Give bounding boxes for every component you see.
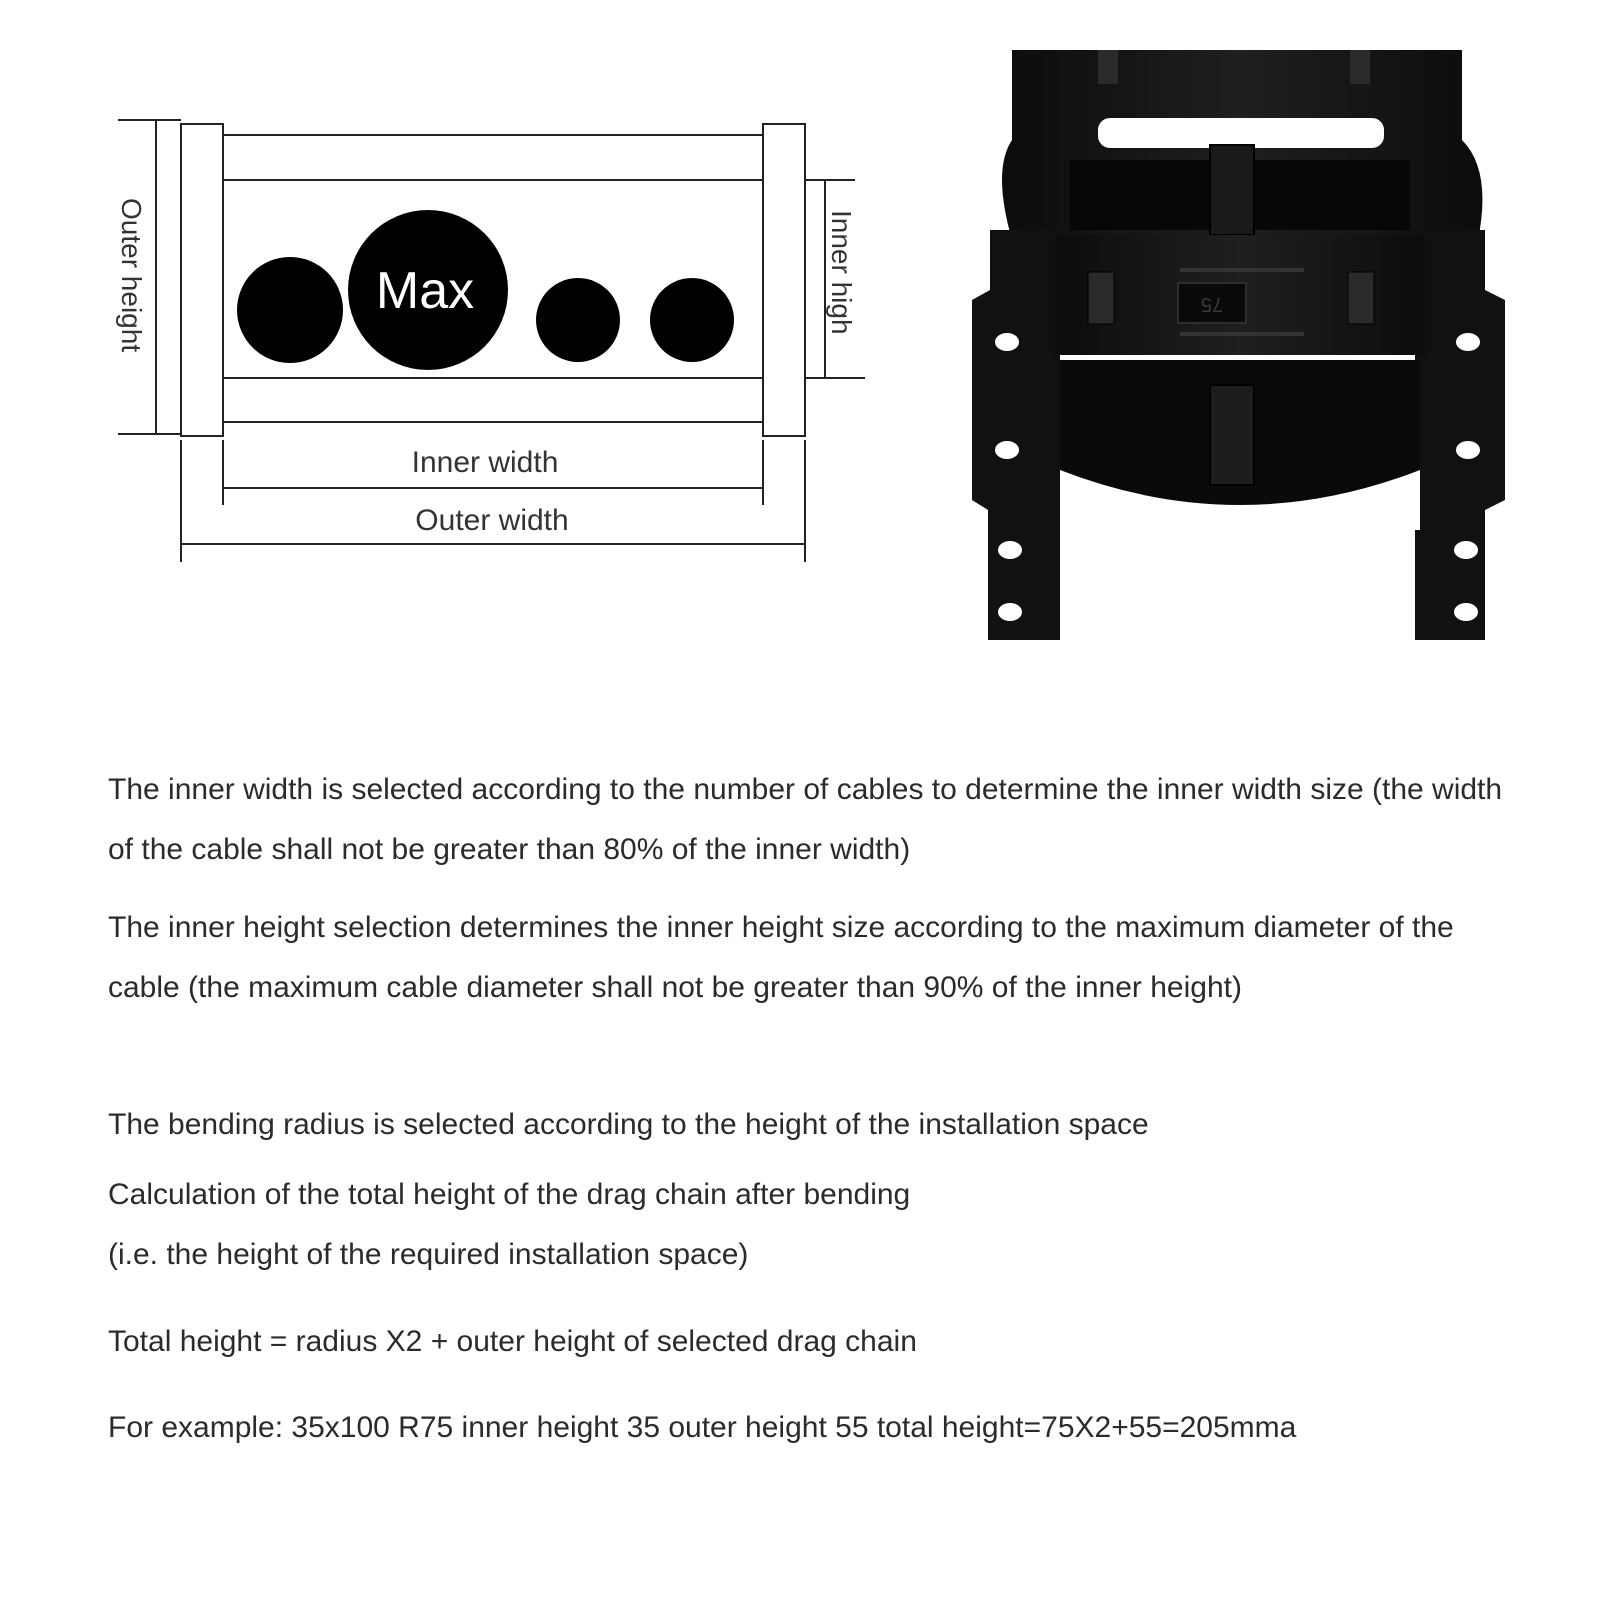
inner-height-label: Inner high (826, 210, 857, 335)
paragraph-inner-height: The inner height selection determines the inner height size according to the maximum diameter of the cable (the maximum cable diameter shall not be greater than 90% of the inner height) (108, 911, 1454, 1004)
paragraph-total-height-calc (108, 1165, 1528, 1285)
inner-width-label: Inner width (411, 446, 559, 479)
calc-line-2: (i.e. the height of the required installation space) (108, 1238, 749, 1271)
outer-height-label: Outer height (116, 198, 147, 353)
paragraph-formula: Total height = radius X2 + outer height of selected drag chain (108, 1325, 917, 1358)
max-label: Max (375, 262, 475, 320)
outer-width-label: Outer width (415, 504, 569, 537)
paragraph-bending-radius: The bending radius is selected according to the height of the installation space (108, 1108, 1149, 1141)
paragraph-inner-width: The inner width is selected according to the number of cables to determine the inner width size (the width of the cable shall not be greater than 80% of the inner width) (108, 773, 1503, 866)
drag-chain-photo (0, 0, 1600, 700)
link-marking: 75 (1200, 293, 1224, 315)
paragraph-example: For example: 35x100 R75 inner height 35 outer height 55 total height=75X2+55=205mma (108, 1411, 1297, 1444)
calc-line-1: Calculation of the total height of the drag chain after bending (108, 1178, 911, 1211)
